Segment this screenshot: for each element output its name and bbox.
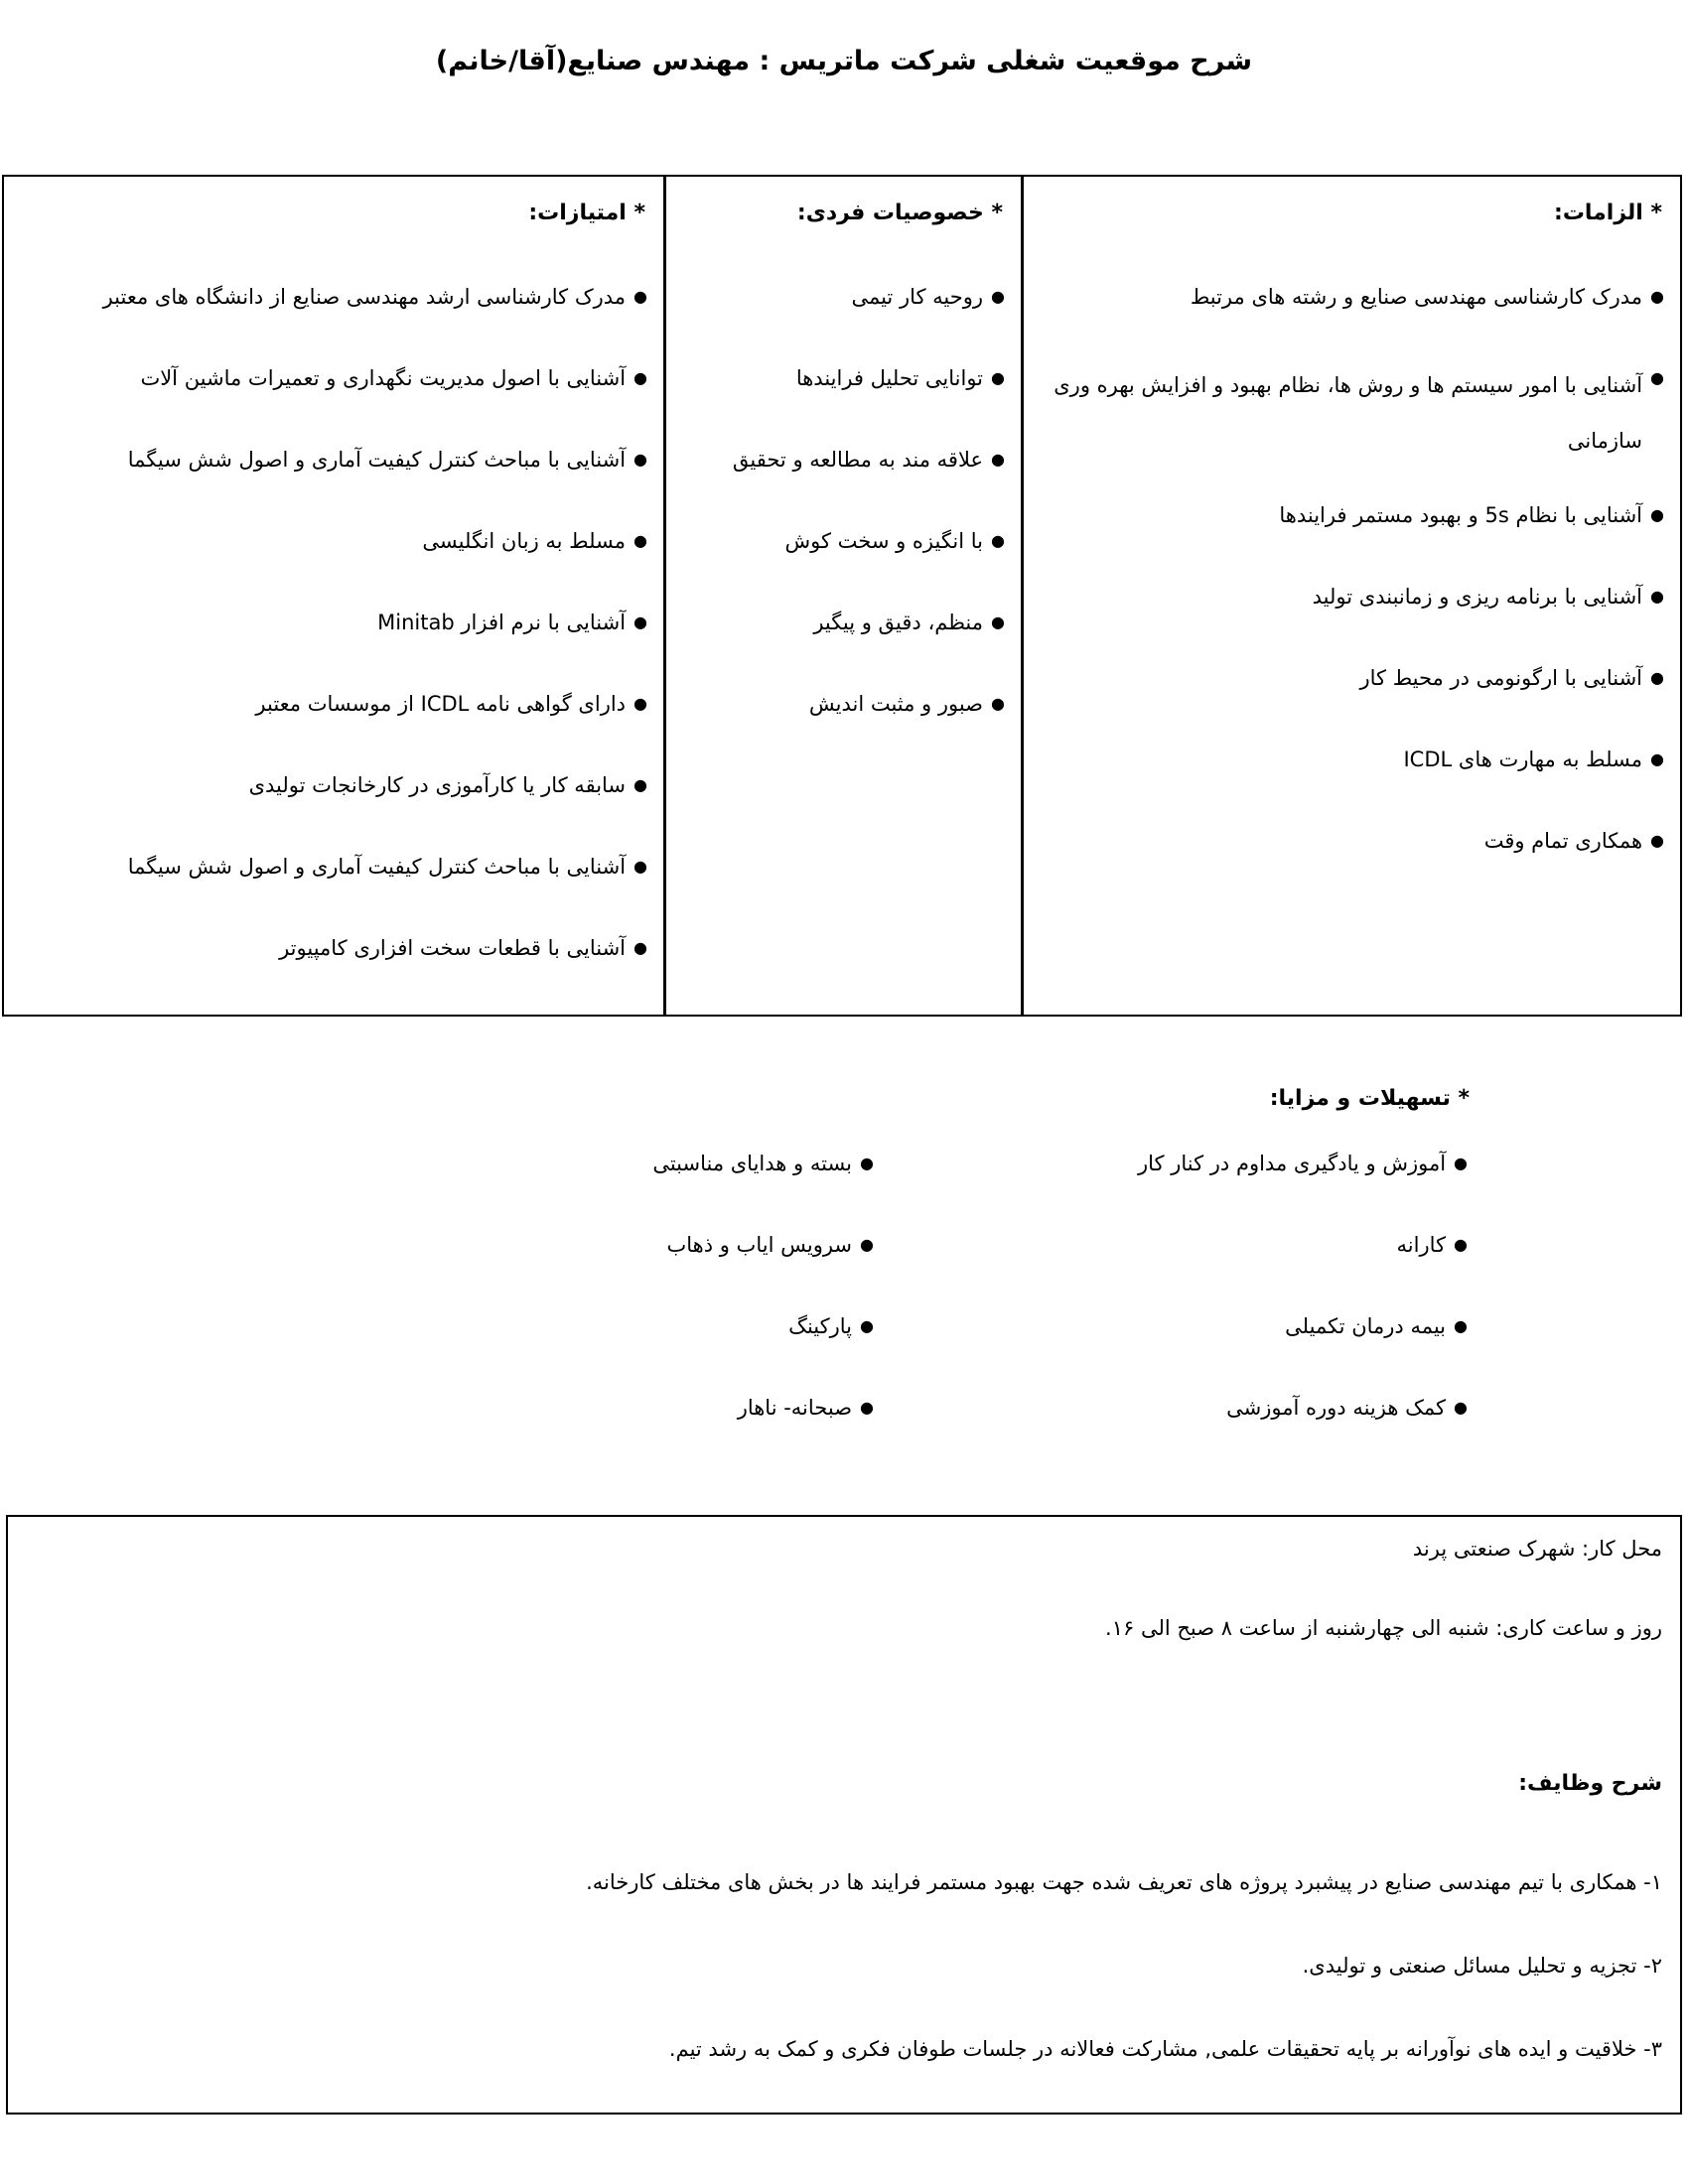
- benefits-heading: * تسهیلات و مزایا:: [1269, 1086, 1470, 1111]
- list-item-text: آشنایی با ارگونومی در محیط کار: [1359, 666, 1643, 690]
- advantages-list: [14, 276, 647, 1009]
- list-item-text: بسته و هدایای مناسبتی: [652, 1152, 853, 1175]
- bullet-icon: ●: [860, 1316, 874, 1335]
- list-item-text: آشنایی با اصول مدیریت نگهداری و تعمیرات ماشین آلات: [140, 366, 627, 390]
- advantages-heading: * امتیازات:: [528, 201, 645, 225]
- duties-title: شرح وظایف:: [1518, 1771, 1662, 1796]
- list-item: [1138, 1225, 1468, 1306]
- job-info-box: [6, 1515, 1682, 2115]
- bullet-icon: ●: [1650, 668, 1664, 687]
- bullet-icon: ●: [1454, 1154, 1468, 1172]
- duty-item: ۱- همکاری با تیم مهندسی صنایع در پیشبرد پروژه های تعریف شده جهت بهبود مستمر فرایند ها در بخش های مختلف کارخانه.: [586, 1870, 1662, 1894]
- list-item-text: مسلط به زبان انگلیسی: [422, 529, 627, 553]
- duty-item: ۲- تجزیه و تحلیل مسائل صنعتی و تولیدی.: [1302, 1954, 1662, 1978]
- list-item: [652, 1388, 874, 1469]
- bullet-icon: ●: [1650, 831, 1664, 850]
- bullet-icon: ●: [1650, 287, 1664, 306]
- list-item-text: علاقه مند به مطالعه و تحقیق: [732, 448, 984, 472]
- bullet-icon: ●: [1650, 750, 1664, 768]
- list-item-text: کارانه: [1396, 1233, 1447, 1257]
- list-item-text: آشنایی با نرم افزار Minitab: [377, 611, 627, 634]
- list-item: [14, 439, 647, 480]
- list-item-text: پارکینگ: [788, 1314, 853, 1338]
- list-item: [14, 846, 647, 887]
- list-item: [1034, 276, 1664, 318]
- list-item: [652, 1225, 874, 1306]
- personal-heading: * خصوصیات فردی:: [796, 201, 1003, 225]
- list-item: [14, 357, 647, 399]
- list-item-text: آشنایی با قطعات سخت افزاری کامپیوتر: [279, 936, 627, 960]
- bullet-icon: ●: [633, 694, 647, 713]
- list-item-text: همکاری تمام وقت: [1483, 829, 1643, 853]
- list-item-text: آشنایی با برنامه ریزی و زمانبندی تولید: [1312, 585, 1643, 609]
- bullet-icon: ●: [991, 694, 1005, 713]
- list-item-text: توانایی تحلیل فرایندها: [795, 366, 984, 390]
- bullet-icon: ●: [991, 531, 1005, 550]
- bullet-icon: ●: [633, 450, 647, 469]
- requirements-column: [1024, 177, 1680, 1015]
- list-item: [1034, 494, 1664, 536]
- list-item-text: آشنایی با مباحث کنترل کیفیت آماری و اصول شش سیگما: [127, 855, 627, 879]
- list-item-text: صبور و مثبت اندیش: [808, 692, 984, 716]
- list-item: [14, 764, 647, 806]
- bullet-icon: ●: [633, 368, 647, 387]
- list-item: [1034, 820, 1664, 862]
- list-item: [1138, 1144, 1468, 1225]
- list-item: [14, 276, 647, 318]
- bullet-icon: ●: [860, 1235, 874, 1254]
- list-item-text: آموزش و یادگیری مداوم در کنار کار: [1138, 1152, 1447, 1175]
- bullet-icon: ●: [991, 450, 1005, 469]
- personal-traits-column: [663, 177, 1024, 1015]
- list-item: [652, 1144, 874, 1225]
- list-item: [1138, 1306, 1468, 1388]
- list-item: [14, 927, 647, 969]
- advantages-column: [4, 177, 663, 1015]
- bullet-icon: ●: [633, 938, 647, 957]
- workplace-text: محل کار: شهرک صنعتی پرند: [1412, 1537, 1662, 1561]
- list-item: [1034, 739, 1664, 780]
- bullet-icon: ●: [633, 775, 647, 794]
- bullet-icon: ●: [860, 1154, 874, 1172]
- bullet-icon: ●: [1454, 1398, 1468, 1417]
- list-item: [676, 439, 1005, 480]
- bullet-icon: ●: [991, 368, 1005, 387]
- list-item-text: کمک هزینه دوره آموزشی: [1226, 1396, 1447, 1420]
- benefits-list-right: [1138, 1144, 1468, 1469]
- list-item-text: دارای گواهی نامه ICDL از موسسات معتبر: [255, 692, 627, 716]
- list-item: [14, 683, 647, 725]
- list-item-text: آشنایی با امور سیستم ها و روش ها، نظام بهبود و افزایش بهره وری سازمانی: [1054, 373, 1643, 453]
- bullet-icon: ●: [633, 531, 647, 550]
- bullet-icon: ●: [991, 287, 1005, 306]
- requirements-list: [1034, 276, 1664, 901]
- list-item: [676, 276, 1005, 318]
- list-item-text: سابقه کار یا کارآموزی در کارخانجات تولیدی: [248, 773, 627, 797]
- list-item-text: سرویس ایاب و ذهاب: [666, 1233, 853, 1257]
- list-item-text: صبحانه- ناهار: [737, 1396, 853, 1420]
- benefits-list-left: [652, 1144, 874, 1469]
- list-item-text: آشنایی با مباحث کنترل کیفیت آماری و اصول شش سیگما: [127, 448, 627, 472]
- list-item-text: مدرک کارشناسی ارشد مهندسی صنایع از دانشگاه های معتبر: [102, 285, 627, 309]
- list-item: [1138, 1388, 1468, 1469]
- list-item: [676, 602, 1005, 643]
- list-item-text: بیمه درمان تکمیلی: [1285, 1314, 1447, 1338]
- list-item-text: مسلط به مهارت های ICDL: [1403, 748, 1643, 771]
- bullet-icon: ●: [1650, 368, 1664, 387]
- bullet-icon: ●: [1454, 1316, 1468, 1335]
- requirements-heading: * الزامات:: [1554, 201, 1662, 225]
- list-item-text: روحیه کار تیمی: [851, 285, 984, 309]
- list-item: [14, 602, 647, 643]
- bullet-icon: ●: [633, 287, 647, 306]
- work-hours-text: روز و ساعت کاری: شنبه الی چهارشنبه از ساعت ۸ صبح الی ۱۶.: [1105, 1616, 1662, 1640]
- list-item-text: منظم، دقیق و پیگیر: [813, 611, 984, 634]
- page-title: شرح موقعیت شغلی شرکت ماتریس : مهندس صنایع(آقا/خانم): [435, 46, 1253, 76]
- list-item: [676, 683, 1005, 725]
- list-item: [676, 357, 1005, 399]
- personal-list: [676, 276, 1005, 764]
- list-item: [1034, 657, 1664, 699]
- list-item: [1034, 576, 1664, 617]
- bullet-icon: ●: [633, 613, 647, 631]
- duty-item: ۳- خلاقیت و ایده های نوآورانه بر پایه تحقیقات علمی, مشارکت فعالانه در جلسات طوفان فکری و کمک به رشد تیم.: [668, 2037, 1662, 2061]
- job-table: [2, 175, 1682, 1017]
- list-item: [14, 520, 647, 562]
- bullet-icon: ●: [1650, 587, 1664, 606]
- list-item: [676, 520, 1005, 562]
- bullet-icon: ●: [991, 613, 1005, 631]
- bullet-icon: ●: [1650, 505, 1664, 524]
- list-item-text: مدرک کارشناسی مهندسی صنایع و رشته های مرتبط: [1190, 285, 1643, 309]
- bullet-icon: ●: [1454, 1235, 1468, 1254]
- list-item-text: آشنایی با نظام 5s و بهبود مستمر فرایندها: [1279, 503, 1643, 527]
- bullet-icon: ●: [860, 1398, 874, 1417]
- list-item: [1034, 357, 1664, 469]
- list-item: [652, 1306, 874, 1388]
- list-item-text: با انگیزه و سخت کوش: [784, 529, 984, 553]
- bullet-icon: ●: [633, 857, 647, 876]
